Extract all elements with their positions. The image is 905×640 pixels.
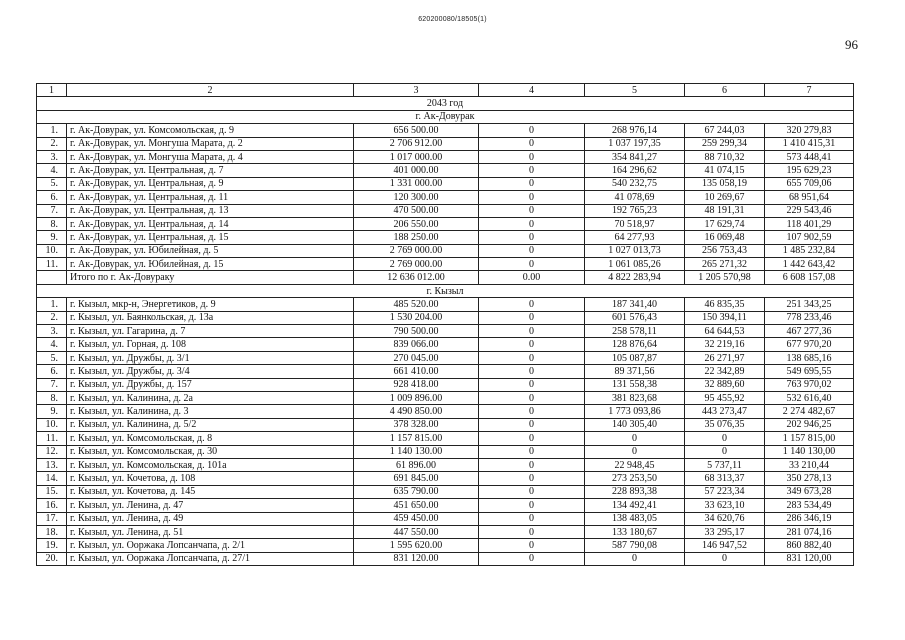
- table-cell: 8.: [37, 217, 67, 230]
- table-cell: 120 300.00: [354, 191, 479, 204]
- table-cell: 349 673,28: [765, 485, 854, 498]
- table-cell: 790 500.00: [354, 325, 479, 338]
- table-cell: 11.: [37, 432, 67, 445]
- table-cell: 32 219,16: [685, 338, 765, 351]
- table-cell: 5.: [37, 177, 67, 190]
- table-cell: 1 017 000.00: [354, 150, 479, 163]
- city-title: г. Кызыл: [37, 284, 854, 297]
- table-row: [37, 525, 854, 538]
- table-cell: 2 706 912.00: [354, 137, 479, 150]
- table-cell: 13.: [37, 458, 67, 471]
- year-row: [37, 97, 854, 110]
- table-row: [37, 472, 854, 485]
- table-cell: 839 066.00: [354, 338, 479, 351]
- table-cell: 655 709,06: [765, 177, 854, 190]
- table-cell: г. Кызыл, ул. Дружбы, д. 3/1: [67, 351, 354, 364]
- table-cell: 259 299,34: [685, 137, 765, 150]
- table-cell: 202 946,25: [765, 418, 854, 431]
- table-cell: 89 371,56: [585, 365, 685, 378]
- table-cell: 33 623,10: [685, 499, 765, 512]
- table-cell: 0: [479, 552, 585, 565]
- table-cell: 0: [585, 445, 685, 458]
- table-cell: 0: [479, 458, 585, 471]
- table-cell: 0: [479, 137, 585, 150]
- table-cell: 286 346,19: [765, 512, 854, 525]
- total-cell: 0.00: [479, 271, 585, 284]
- table-cell: 12.: [37, 445, 67, 458]
- table-cell: 33 210,44: [765, 458, 854, 471]
- table-cell: 0: [479, 338, 585, 351]
- table-cell: 691 845.00: [354, 472, 479, 485]
- table-cell: 549 695,55: [765, 365, 854, 378]
- table-cell: 1 140 130,00: [765, 445, 854, 458]
- table-cell: 26 271,97: [685, 351, 765, 364]
- table-cell: 16.: [37, 499, 67, 512]
- table-cell: 1 157 815.00: [354, 432, 479, 445]
- table-cell: 778 233,46: [765, 311, 854, 324]
- table-row: [37, 432, 854, 445]
- table-cell: г. Кызыл, ул. Дружбы, д. 3/4: [67, 365, 354, 378]
- table-cell: 0: [479, 177, 585, 190]
- table-cell: 140 305,40: [585, 418, 685, 431]
- table-cell: 1 061 085,26: [585, 258, 685, 271]
- table-cell: 0: [685, 552, 765, 565]
- table-cell: 635 790.00: [354, 485, 479, 498]
- table-row: [37, 231, 854, 244]
- total-cell: Итого по г. Ак-Довураку: [67, 271, 354, 284]
- table-cell: 443 273,47: [685, 405, 765, 418]
- table-cell: 6.: [37, 365, 67, 378]
- table-cell: 3.: [37, 325, 67, 338]
- table-cell: 0: [479, 418, 585, 431]
- table-cell: г. Ак-Довурак, ул. Монгуша Марата, д. 2: [67, 137, 354, 150]
- table-cell: 206 550.00: [354, 217, 479, 230]
- table-cell: 401 000.00: [354, 164, 479, 177]
- table-cell: г. Кызыл, ул. Ленина, д. 49: [67, 512, 354, 525]
- table-row: [37, 552, 854, 565]
- city-section-row: [37, 284, 854, 297]
- table-cell: 1 485 232,84: [765, 244, 854, 257]
- table-cell: 273 253,50: [585, 472, 685, 485]
- table-cell: 0: [479, 150, 585, 163]
- table-cell: 1 027 013,73: [585, 244, 685, 257]
- table-cell: 354 841,27: [585, 150, 685, 163]
- table-cell: г. Кызыл, ул. Ленина, д. 51: [67, 525, 354, 538]
- table-cell: 2.: [37, 311, 67, 324]
- table-row: [37, 391, 854, 404]
- table-cell: г. Ак-Довурак, ул. Юбилейная, д. 5: [67, 244, 354, 257]
- table-cell: г. Кызыл, мкр-н, Энергетиков, д. 9: [67, 298, 354, 311]
- table-cell: 1.: [37, 124, 67, 137]
- table-cell: 88 710,32: [685, 150, 765, 163]
- table-cell: 350 278,13: [765, 472, 854, 485]
- table-cell: 0: [479, 244, 585, 257]
- table-cell: 0: [479, 499, 585, 512]
- table-cell: 48 191,31: [685, 204, 765, 217]
- table-row: [37, 177, 854, 190]
- table-cell: 0: [479, 391, 585, 404]
- table-cell: 1 595 620.00: [354, 539, 479, 552]
- total-cell: 6 608 157,08: [765, 271, 854, 284]
- table-row: [37, 325, 854, 338]
- table-cell: 105 087,87: [585, 351, 685, 364]
- table-cell: 0: [479, 472, 585, 485]
- table-cell: 7.: [37, 204, 67, 217]
- table-cell: 1 009 896.00: [354, 391, 479, 404]
- table-cell: г. Кызыл, ул. Гагарина, д. 7: [67, 325, 354, 338]
- table-cell: 451 650.00: [354, 499, 479, 512]
- table-row: [37, 191, 854, 204]
- table-cell: 0: [479, 258, 585, 271]
- table-cell: 19.: [37, 539, 67, 552]
- total-cell: 4 822 283,94: [585, 271, 685, 284]
- table-row: [37, 499, 854, 512]
- table-cell: 1 140 130.00: [354, 445, 479, 458]
- data-table: [36, 83, 854, 566]
- column-number-cell: 5: [585, 84, 685, 97]
- table-cell: 0: [479, 365, 585, 378]
- table-cell: 2 769 000.00: [354, 258, 479, 271]
- table-cell: 11.: [37, 258, 67, 271]
- table-cell: 831 120.00: [354, 552, 479, 565]
- table-cell: 1 331 000.00: [354, 177, 479, 190]
- column-number-cell: 3: [354, 84, 479, 97]
- table-cell: 146 947,52: [685, 539, 765, 552]
- table-cell: 0: [479, 485, 585, 498]
- table-cell: 281 074,16: [765, 525, 854, 538]
- table-cell: 68 313,37: [685, 472, 765, 485]
- table-cell: г. Кызыл, ул. Кочетова, д. 145: [67, 485, 354, 498]
- table-row: [37, 164, 854, 177]
- table-cell: 4 490 850.00: [354, 405, 479, 418]
- table-row: [37, 150, 854, 163]
- table-cell: 0: [479, 311, 585, 324]
- table-cell: 192 765,23: [585, 204, 685, 217]
- table-cell: 2 274 482,67: [765, 405, 854, 418]
- table-cell: 15.: [37, 485, 67, 498]
- table-row: [37, 298, 854, 311]
- table-cell: 470 500.00: [354, 204, 479, 217]
- table-cell: 118 401,29: [765, 217, 854, 230]
- table-cell: 195 629,23: [765, 164, 854, 177]
- table-cell: 532 616,40: [765, 391, 854, 404]
- table-cell: 10 269,67: [685, 191, 765, 204]
- table-cell: 95 455,92: [685, 391, 765, 404]
- table-cell: г. Ак-Довурак, ул. Центральная, д. 13: [67, 204, 354, 217]
- table-cell: 270 045.00: [354, 351, 479, 364]
- year-title: 2043 год: [37, 97, 854, 110]
- table-cell: 35 076,35: [685, 418, 765, 431]
- table-cell: 5 737,11: [685, 458, 765, 471]
- table-cell: 32 889,60: [685, 378, 765, 391]
- table-cell: г. Ак-Довурак, ул. Юбилейная, д. 15: [67, 258, 354, 271]
- table-cell: 135 058,19: [685, 177, 765, 190]
- table-cell: г. Кызыл, ул. Кочетова, д. 108: [67, 472, 354, 485]
- table-cell: 22 948,45: [585, 458, 685, 471]
- table-cell: 34 620,76: [685, 512, 765, 525]
- table-cell: г. Кызыл, ул. Комсомольская, д. 30: [67, 445, 354, 458]
- table-row: [37, 378, 854, 391]
- table-cell: 16 069,48: [685, 231, 765, 244]
- table-cell: 2 769 000.00: [354, 244, 479, 257]
- table-cell: 131 558,38: [585, 378, 685, 391]
- table-cell: 10.: [37, 244, 67, 257]
- table-cell: 228 893,38: [585, 485, 685, 498]
- table-row: [37, 485, 854, 498]
- table-cell: 133 180,67: [585, 525, 685, 538]
- table-cell: 68 951,64: [765, 191, 854, 204]
- column-number-cell: 2: [67, 84, 354, 97]
- table-cell: 128 876,64: [585, 338, 685, 351]
- table-cell: г. Ак-Довурак, ул. Центральная, д. 7: [67, 164, 354, 177]
- table-cell: 20.: [37, 552, 67, 565]
- table-cell: 134 492,41: [585, 499, 685, 512]
- table-cell: 4.: [37, 164, 67, 177]
- table-cell: 5.: [37, 351, 67, 364]
- table-cell: 0: [479, 378, 585, 391]
- table-cell: 14.: [37, 472, 67, 485]
- table-cell: 0: [479, 445, 585, 458]
- table-cell: 381 823,68: [585, 391, 685, 404]
- table-cell: 17.: [37, 512, 67, 525]
- table-row: [37, 311, 854, 324]
- table-cell: 17 629,74: [685, 217, 765, 230]
- table-cell: 831 120,00: [765, 552, 854, 565]
- table-cell: г. Ак-Довурак, ул. Центральная, д. 14: [67, 217, 354, 230]
- table-cell: 46 835,35: [685, 298, 765, 311]
- table-cell: 0: [479, 351, 585, 364]
- table-cell: 2.: [37, 137, 67, 150]
- column-number-cell: 6: [685, 84, 765, 97]
- table-cell: 57 223,34: [685, 485, 765, 498]
- table-cell: 485 520.00: [354, 298, 479, 311]
- total-cell: 12 636 012.00: [354, 271, 479, 284]
- table-cell: 0: [685, 432, 765, 445]
- table-row: [37, 338, 854, 351]
- table-cell: 41 078,69: [585, 191, 685, 204]
- table-row: [37, 244, 854, 257]
- table-cell: 22 342,89: [685, 365, 765, 378]
- table-cell: 0: [479, 164, 585, 177]
- table-cell: 10.: [37, 418, 67, 431]
- table-cell: 0: [685, 445, 765, 458]
- table-cell: 0: [585, 552, 685, 565]
- table-cell: 1 773 093,86: [585, 405, 685, 418]
- table-cell: 0: [479, 525, 585, 538]
- table-cell: 64 644,53: [685, 325, 765, 338]
- table-cell: г. Кызыл, ул. Калинина, д. 5/2: [67, 418, 354, 431]
- table-cell: 9.: [37, 231, 67, 244]
- total-cell: 1 205 570,98: [685, 271, 765, 284]
- table-row: [37, 217, 854, 230]
- table-row: [37, 405, 854, 418]
- table-cell: 0: [479, 204, 585, 217]
- table-cell: 9.: [37, 405, 67, 418]
- table-cell: 283 534,49: [765, 499, 854, 512]
- table-cell: 656 500.00: [354, 124, 479, 137]
- table-cell: г. Кызыл, ул. Комсомольская, д. 101а: [67, 458, 354, 471]
- table-row: [37, 351, 854, 364]
- table-row: [37, 124, 854, 137]
- table-cell: 0: [479, 539, 585, 552]
- table-cell: 0: [479, 231, 585, 244]
- table-cell: 150 394,11: [685, 311, 765, 324]
- table-cell: 0: [479, 432, 585, 445]
- table-row: [37, 204, 854, 217]
- table-cell: 188 250.00: [354, 231, 479, 244]
- table-cell: 3.: [37, 150, 67, 163]
- column-number-cell: 7: [765, 84, 854, 97]
- table-cell: г. Ак-Довурак, ул. Центральная, д. 15: [67, 231, 354, 244]
- table-row: [37, 365, 854, 378]
- table-cell: 1 157 815,00: [765, 432, 854, 445]
- table-row: [37, 445, 854, 458]
- table-cell: 229 543,46: [765, 204, 854, 217]
- table-cell: 64 277,93: [585, 231, 685, 244]
- table-row: [37, 418, 854, 431]
- table-cell: 467 277,36: [765, 325, 854, 338]
- table-cell: г. Кызыл, ул. Ооржака Лопсанчапа, д. 27/1: [67, 552, 354, 565]
- table-cell: 928 418.00: [354, 378, 479, 391]
- table-cell: г. Ак-Довурак, ул. Центральная, д. 11: [67, 191, 354, 204]
- document-id: 620200080/18505(1): [418, 16, 487, 23]
- table-row: [37, 137, 854, 150]
- table-cell: 1 037 197,35: [585, 137, 685, 150]
- table-cell: г. Кызыл, ул. Ленина, д. 47: [67, 499, 354, 512]
- table-cell: 540 232,75: [585, 177, 685, 190]
- table-cell: 138 685,16: [765, 351, 854, 364]
- table-cell: 70 518,97: [585, 217, 685, 230]
- table-cell: г. Ак-Довурак, ул. Комсомольская, д. 9: [67, 124, 354, 137]
- column-number-row: [37, 84, 854, 97]
- table-cell: г. Кызыл, ул. Комсомольская, д. 8: [67, 432, 354, 445]
- column-number-cell: 1: [37, 84, 67, 97]
- table-cell: г. Кызыл, ул. Калинина, д. 2а: [67, 391, 354, 404]
- table-cell: 41 074,15: [685, 164, 765, 177]
- table-cell: 573 448,41: [765, 150, 854, 163]
- table-cell: 661 410.00: [354, 365, 479, 378]
- table-cell: 258 578,11: [585, 325, 685, 338]
- table-cell: 0: [479, 512, 585, 525]
- table-cell: 265 271,32: [685, 258, 765, 271]
- table-body: [37, 84, 854, 566]
- table-cell: 0: [585, 432, 685, 445]
- table-cell: 860 882,40: [765, 539, 854, 552]
- table-cell: 107 902,59: [765, 231, 854, 244]
- table-cell: г. Кызыл, ул. Баянкольская, д. 13а: [67, 311, 354, 324]
- table-cell: 7.: [37, 378, 67, 391]
- table-cell: 1 442 643,42: [765, 258, 854, 271]
- table-cell: 251 343,25: [765, 298, 854, 311]
- table-cell: 33 295,17: [685, 525, 765, 538]
- page-number: 96: [845, 37, 858, 52]
- table-cell: 587 790,08: [585, 539, 685, 552]
- total-row: [37, 271, 854, 284]
- table-cell: 256 753,43: [685, 244, 765, 257]
- table-row: [37, 258, 854, 271]
- table-row: [37, 458, 854, 471]
- table-cell: 0: [479, 191, 585, 204]
- table-cell: 320 279,83: [765, 124, 854, 137]
- table-cell: г. Кызыл, ул. Калинина, д. 3: [67, 405, 354, 418]
- table-cell: 61 896.00: [354, 458, 479, 471]
- table-cell: 268 976,14: [585, 124, 685, 137]
- table-row: [37, 512, 854, 525]
- city-title: г. Ак-Довурак: [37, 110, 854, 123]
- table-cell: 677 970,20: [765, 338, 854, 351]
- table-cell: 67 244,03: [685, 124, 765, 137]
- table-cell: 0: [479, 298, 585, 311]
- table-cell: 601 576,43: [585, 311, 685, 324]
- table-cell: 187 341,40: [585, 298, 685, 311]
- column-number-cell: 4: [479, 84, 585, 97]
- table-cell: 1 410 415,31: [765, 137, 854, 150]
- table-cell: 138 483,05: [585, 512, 685, 525]
- table-cell: 378 328.00: [354, 418, 479, 431]
- table-cell: г. Кызыл, ул. Ооржака Лопсанчапа, д. 2/1: [67, 539, 354, 552]
- total-cell: [37, 271, 67, 284]
- table-cell: 459 450.00: [354, 512, 479, 525]
- table-cell: 1.: [37, 298, 67, 311]
- table-cell: 447 550.00: [354, 525, 479, 538]
- table-cell: 0: [479, 124, 585, 137]
- table-cell: г. Ак-Довурак, ул. Центральная, д. 9: [67, 177, 354, 190]
- table-cell: 763 970,02: [765, 378, 854, 391]
- table-cell: 0: [479, 217, 585, 230]
- table-row: [37, 539, 854, 552]
- table-cell: г. Кызыл, ул. Горная, д. 108: [67, 338, 354, 351]
- table-cell: г. Кызыл, ул. Дружбы, д. 157: [67, 378, 354, 391]
- table-cell: 6.: [37, 191, 67, 204]
- table-cell: 0: [479, 405, 585, 418]
- table-cell: 18.: [37, 525, 67, 538]
- table-cell: 1 530 204.00: [354, 311, 479, 324]
- city-section-row: [37, 110, 854, 123]
- table-cell: 0: [479, 325, 585, 338]
- table-cell: 4.: [37, 338, 67, 351]
- table-cell: 164 296,62: [585, 164, 685, 177]
- table-cell: 8.: [37, 391, 67, 404]
- table-cell: г. Ак-Довурак, ул. Монгуша Марата, д. 4: [67, 150, 354, 163]
